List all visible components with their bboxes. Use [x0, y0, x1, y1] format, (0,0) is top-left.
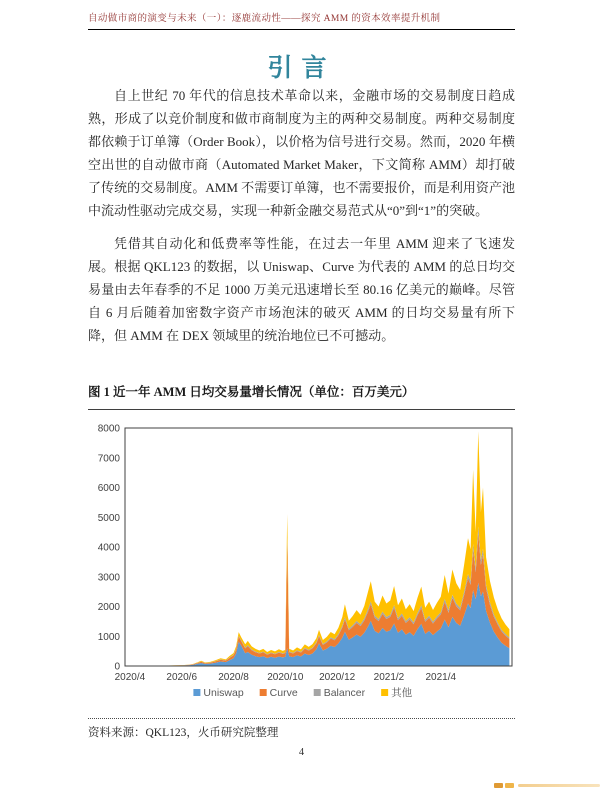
y-axis-tick-label: 8000 — [97, 423, 120, 435]
y-axis-tick-label: 2000 — [97, 602, 120, 613]
watermark-logo-fragment — [494, 782, 600, 789]
x-axis-tick-label: 2020/6 — [166, 672, 198, 683]
legend-swatch-Balancer — [314, 689, 321, 696]
logo-strip — [518, 784, 600, 787]
x-axis-tick-label: 2020/4 — [114, 672, 146, 683]
y-axis-tick-label: 7000 — [97, 453, 120, 465]
legend-swatch-Curve — [260, 689, 267, 696]
legend-swatch-Uniswap — [193, 689, 200, 696]
header-rule — [88, 29, 515, 30]
y-axis-tick-label: 6000 — [97, 483, 120, 494]
x-axis-tick-label: 2020/10 — [267, 672, 304, 683]
y-axis-tick-label: 0 — [114, 661, 120, 673]
y-axis-tick-label: 1000 — [97, 631, 120, 643]
page-header-text: 自动做市商的演变与未来（一）：逐鹿流动性——探究 AMM 的资本效率提升机制 — [88, 14, 441, 24]
legend-label-其他: 其他 — [391, 687, 413, 699]
chart-legend — [193, 686, 412, 699]
body-paragraph: 凭借其自动化和低费率等性能，在过去一年里 AMM 迎来了飞速发展。根据 QKL123 的数据，以 Uniswap、Curve 为代表的 AMM 的总日均交易量由去年春季的不足 1000 万美元迅速增长至 80.16 亿美元的巅峰。尽管自 6 月后随着加密数字资产市场泡沫的破灭 AMM 的日均交易量有所下降，但 AMM 在 DEX 领域里的统治地位已不可撼动。 — [88, 236, 515, 343]
x-axis-tick-label: 2020/8 — [218, 672, 249, 683]
source-note: 资料来源：QKL123，火币研究院整理 — [88, 718, 515, 740]
page-title: 引言 — [267, 55, 336, 82]
legend-label-Curve: Curve — [269, 687, 298, 699]
legend-swatch-其他 — [381, 689, 388, 696]
y-axis-tick-label: 3000 — [97, 572, 120, 584]
figure-caption: 图 1 近一年 AMM 日均交易量增长情况（单位：百万美元） — [88, 382, 515, 410]
x-axis-tick-label: 2021/2 — [373, 672, 405, 683]
logo-blob — [505, 783, 514, 788]
logo-blob — [494, 783, 503, 788]
figure-chart — [88, 423, 518, 708]
x-axis-tick-label: 2021/4 — [425, 672, 457, 683]
legend-label-Balancer: Balancer — [323, 687, 366, 699]
amm-volume-chart — [88, 423, 518, 708]
page-number: 4 — [298, 747, 305, 758]
legend-label-Uniswap: Uniswap — [203, 687, 244, 699]
body-text — [88, 84, 515, 357]
y-axis-tick-label: 5000 — [97, 512, 120, 524]
x-axis-tick-label: 2020/12 — [319, 672, 356, 683]
body-paragraph: 自上世纪 70 年代的信息技术革命以来，金融市场的交易制度日趋成熟，形成了以竞价制度和做市商制度为主的两种交易制度。两种交易制度都依赖于订单簿（Order Book），以价格为信号进行交易。然而，2020 年横空出世的自动做市商（Automated Market Maker，下文简称 AMM）却打破了传统的交易制度。AMM 不需要订单簿，也不需要报价，而是利用资产池中流动性驱动完成交易，实现一种新金融交易范式从“0”到“1”的突破。 — [88, 88, 515, 218]
y-axis-tick-label: 4000 — [97, 542, 120, 554]
